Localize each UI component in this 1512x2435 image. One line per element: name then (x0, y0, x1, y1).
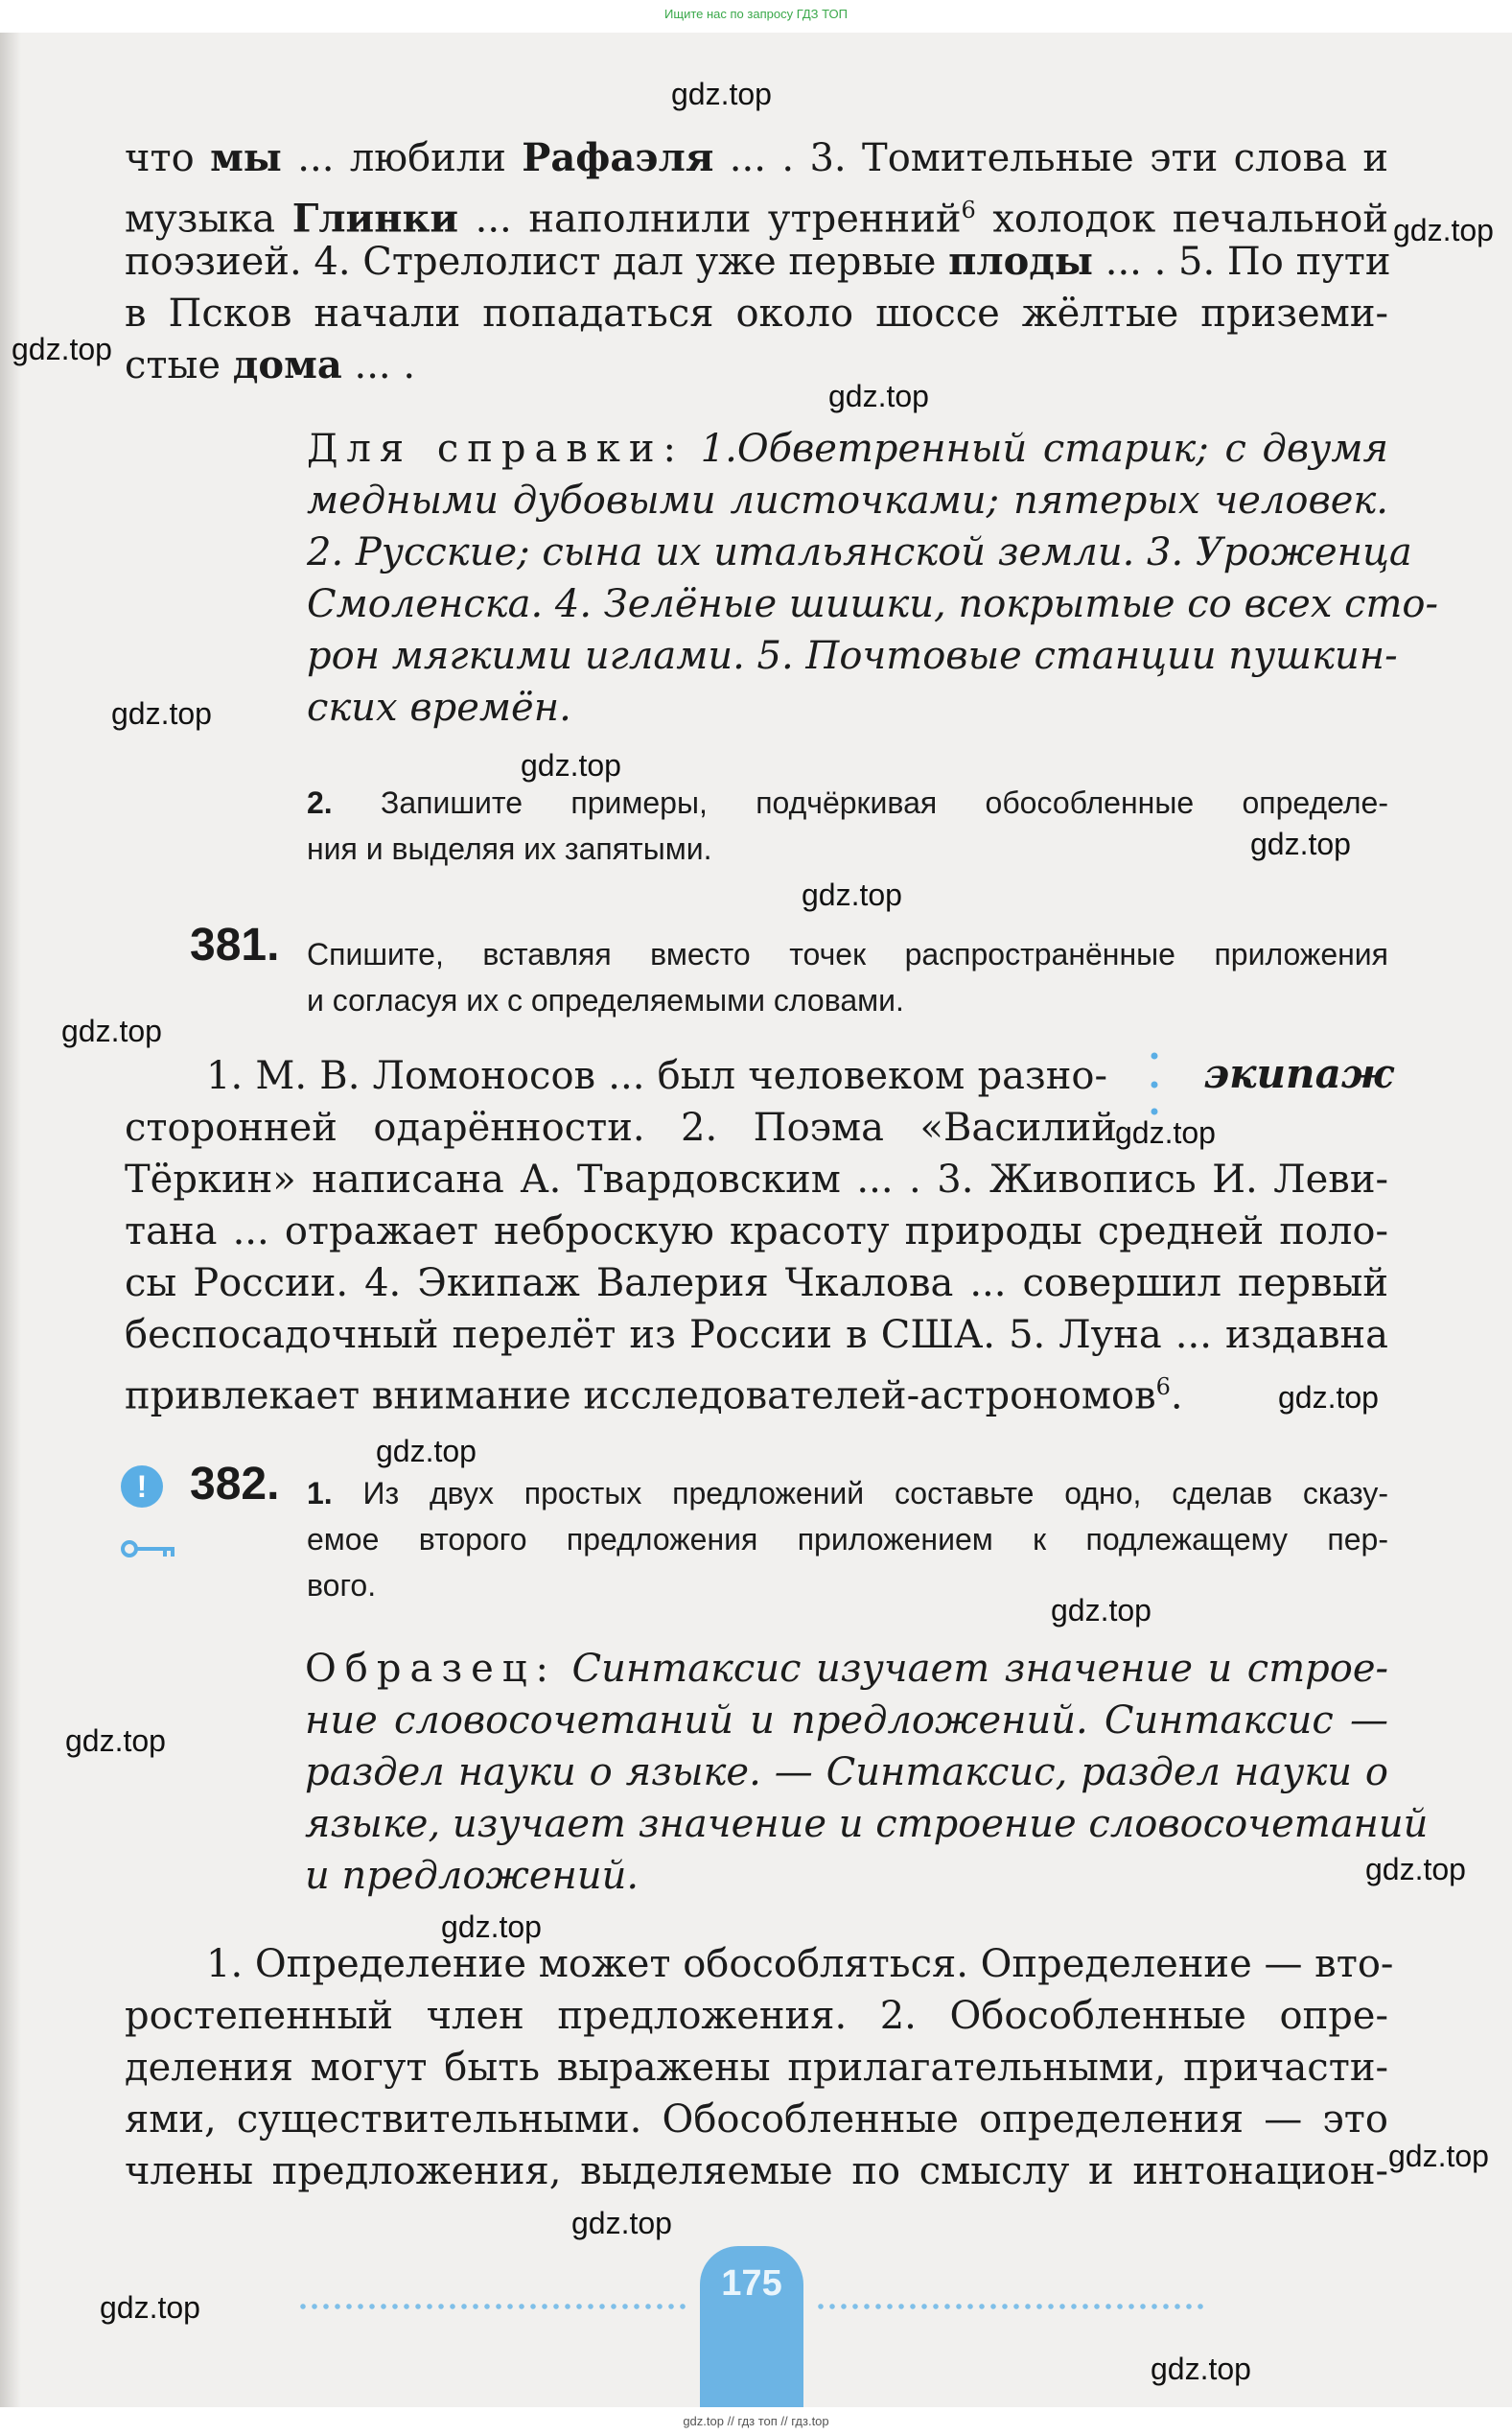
watermark: gdz.top (376, 1434, 477, 1468)
text-line: поэзией. 4. Стрелолист дал уже первые плоды ... . 5. По пути (125, 239, 1391, 284)
watermark: gdz.top (111, 696, 212, 731)
reference-line: Смоленска. 4. Зелёные шишки, покрытые со всех сто- (307, 582, 1439, 626)
watermark: gdz.top (1388, 2139, 1489, 2173)
exercise-line: деления могут быть выражены прилагательными, причасти- (125, 2046, 1388, 2090)
exercise-line: Тёркин» написана А. Твардовским ... . 3. Живопись И. Леви- (125, 1158, 1388, 1202)
page-dots-right (815, 2303, 1206, 2310)
task-line: 2. Запишите примеры, подчёркивая обособленные определе- (307, 785, 1389, 820)
watermark: gdz.top (1365, 1852, 1466, 1886)
text-line: музыка Глинки ... наполнили утренний$^6$ холодок печальной (125, 196, 1388, 242)
reference-line: 2. Русские; сына их итальянской земли. 3. Уроженца (307, 530, 1412, 574)
exercise-number: 382. (190, 1459, 280, 1510)
watermark: gdz.top (100, 2290, 200, 2325)
watermark: gdz.top (1051, 1593, 1151, 1627)
watermark: gdz.top (1278, 1380, 1379, 1415)
task-line: ния и выделяя их запятыми. (307, 831, 712, 866)
exercise-line: тана ... отражает неброскую красоту природы средней поло- (125, 1209, 1388, 1253)
watermark: gdz.top (1393, 213, 1494, 247)
task-line: Спишите, вставляя вместо точек распространённые приложения (307, 937, 1388, 972)
key-icon (121, 1539, 178, 1558)
watermark: gdz.top (521, 748, 621, 783)
exercise-line: сторонней одарённости. 2. Поэма «Василий (125, 1106, 1117, 1150)
exercise-line: ростепенный член предложения. 2. Обособленные опре- (125, 1994, 1388, 2038)
exercise-number: 381. (190, 920, 280, 971)
text-line: стые дома ... . (125, 342, 416, 387)
exercise-line: ями, существительными. Обособленные определения — это (125, 2097, 1388, 2142)
task-line: вого. (307, 1568, 377, 1603)
task-line: емое второго предложения приложением к подлежащему пер- (307, 1522, 1388, 1557)
watermark: gdz.top (828, 379, 929, 413)
exercise-line: 1. М. В. Ломоносов ... был человеком разно- (206, 1054, 1107, 1098)
watermark: gdz.top (671, 77, 772, 111)
watermark: gdz.top (1115, 1115, 1216, 1150)
watermark: gdz.top (802, 878, 902, 912)
bottom-footer: gdz.top // гдз топ // гдз.top (683, 2414, 829, 2428)
sample-line: раздел науки о языке. — Синтаксис, раздел науки о (305, 1750, 1388, 1794)
side-dots-icon (1151, 1050, 1158, 1119)
exclamation-icon: ! (121, 1465, 163, 1508)
exercise-line: 1. Определение может обособляться. Определение — вто- (206, 1942, 1394, 1986)
watermark: gdz.top (12, 332, 112, 366)
watermark: gdz.top (65, 1723, 166, 1758)
reference-line: рон мягкими иглами. 5. Почтовые станции пушкин- (307, 634, 1398, 678)
reference-line: Для справки: 1.Обветренный старик; с двумя (307, 427, 1388, 471)
sample-line: языке, изучает значение и строение словосочетаний (305, 1802, 1429, 1846)
task-line: 1. Из двух простых предложений составьте одно, сделав сказу- (307, 1476, 1389, 1510)
page-binding-shadow (0, 33, 21, 2407)
watermark: gdz.top (61, 1014, 162, 1048)
exercise-line: сы России. 4. Экипаж Валерия Чкалова ... совершил первый (125, 1261, 1388, 1305)
page-number: 175 (721, 2263, 782, 2304)
exercise-line: члены предложения, выделяемые по смыслу и интонацион- (125, 2149, 1388, 2193)
sample-line: ние словосочетаний и предложений. Синтаксис — (305, 1698, 1388, 1743)
sample-line: и предложений. (305, 1854, 640, 1898)
top-banner: Ищите нас по запросу ГДЗ ТОП (664, 7, 848, 21)
watermark: gdz.top (571, 2206, 672, 2240)
exercise-line: привлекает внимание исследователей-астрономов$^6$. (125, 1373, 1183, 1418)
watermark: gdz.top (1250, 827, 1351, 861)
sample-line: Образец: Синтаксис изучает значение и строе- (305, 1647, 1389, 1691)
reference-line: медными дубовыми листочками; пятерых человек. (307, 479, 1388, 523)
task-line: и согласуя их с определяемыми словами. (307, 983, 904, 1018)
reference-line: ских времён. (307, 686, 571, 730)
watermark: gdz.top (1151, 2352, 1251, 2386)
side-vocabulary-word: экипаж (1203, 1050, 1394, 1097)
sample-label: Образец: (305, 1647, 558, 1691)
exercise-line: беспосадочный перелёт из России в США. 5. Луна ... издавна (125, 1313, 1388, 1357)
text-line: в Псков начали попадаться около шоссе жёлтые приземи- (125, 292, 1388, 336)
page-dots-left (297, 2303, 688, 2310)
watermark: gdz.top (441, 1909, 542, 1944)
reference-label: Для справки: (307, 427, 685, 471)
text-line: что мы ... любили Рафаэля ... . 3. Томительные эти слова и (125, 135, 1389, 180)
